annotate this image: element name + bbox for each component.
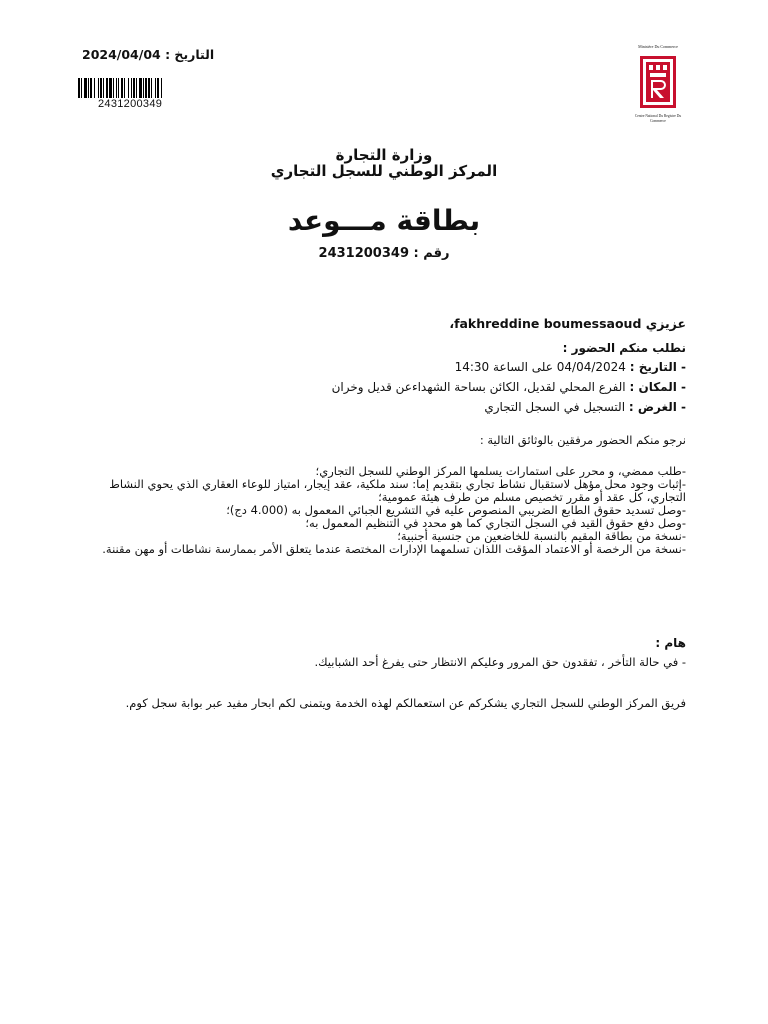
reference-value: 2431200349 [318,246,409,261]
purpose-label: - الغرض : [628,400,686,414]
important-title: هام : [655,636,686,650]
time-connector: على الساعة [493,360,553,374]
center-title: المركز الوطني للسجل التجاري [270,162,498,180]
documents-intro: نرجو منكم الحضور مرفقين بالوثائق التالية : [479,433,686,447]
document-item: -إثبات وجود محل مؤهل لاستقبال نشاط تجاري بتقديم إما: سند ملكية، عقد إيجار، امتياز للوعاء العقاري الذي يحوي النشاط التجاري، كل عقد أو مقرر تخصيص مسلم من طرف هيئة عمومية؛ [109,477,686,504]
barcode-image [78,78,196,98]
cnrc-emblem-icon [638,54,678,110]
appointment-place-row [332,380,686,394]
reference-label: رقم : [413,246,450,261]
place-label: - المكان : [629,380,686,394]
attendance-request: نطلب منكم الحضور : [562,341,686,355]
appointment-card-title: بطاقة مـــوعد [287,204,481,237]
issue-date-value: 2024/04/04 [82,47,161,62]
appointment-purpose-row [484,400,686,414]
ministry-title: وزارة التجارة [335,146,433,164]
important-note: - في حالة التأخر ، تفقدون حق المرور وعليكم الانتظار حتى يفرغ أحد الشبابيك. [314,655,686,669]
time-value: 14:30 [454,360,490,374]
logo-top-text: Ministère Du Commerce [638,44,678,49]
document-item: -وصل دفع حقوق القيد في السجل التجاري كما هو محدد في التنظيم المعمول به؛ [305,516,686,530]
closing-message: فريق المركز الوطني للسجل التجاري يشكركم عن استعمالكم لهذه الخدمة ويتمنى لكم ابحار مفيد عبر بوابة سجل كوم. [125,696,686,710]
greeting [449,316,686,331]
date-value: 04/04/2024 [556,360,626,374]
reference-number [0,246,768,261]
issue-date [82,47,214,62]
greeting-suffix: ، [449,316,455,331]
logo-bottom-text: Centre National Du Registre Du Commerce [634,114,682,123]
documents-list [76,465,686,556]
document-item: -نسخة من الرخصة أو الاعتماد المؤقت اللذان تسلمهما الإدارات المختصة عندما يتعلق الأمر بممارسة نشاطات أو مهن مقننة. [102,542,686,556]
date-label: - التاريخ : [629,360,686,374]
document-item: -وصل تسديد حقوق الطابع الضريبي المنصوص عليه في التشريع الجبائي المعمول به (4.000 دج)؛ [226,503,686,517]
place-value: الفرع المحلي لقديل، الكائن بساحة الشهداءعن قديل وخران [331,380,626,394]
barcode-number: 2431200349 [98,98,163,110]
purpose-value: التسجيل في السجل التجاري [484,400,626,414]
document-item: -طلب ممضي، و محرر على استمارات يسلمها المركز الوطني للسجل التجاري؛ [315,464,686,478]
cnrc-logo [628,44,688,128]
greeting-prefix: عزيزي [645,316,686,331]
recipient-name: fakhreddine boumessaoud [454,316,642,331]
appointment-date-row [455,360,686,374]
document-item: -نسخة من بطاقة المقيم بالنسبة للخاضعين من جنسية أجنبية؛ [397,529,686,543]
issue-date-label: التاريخ : [165,47,215,62]
